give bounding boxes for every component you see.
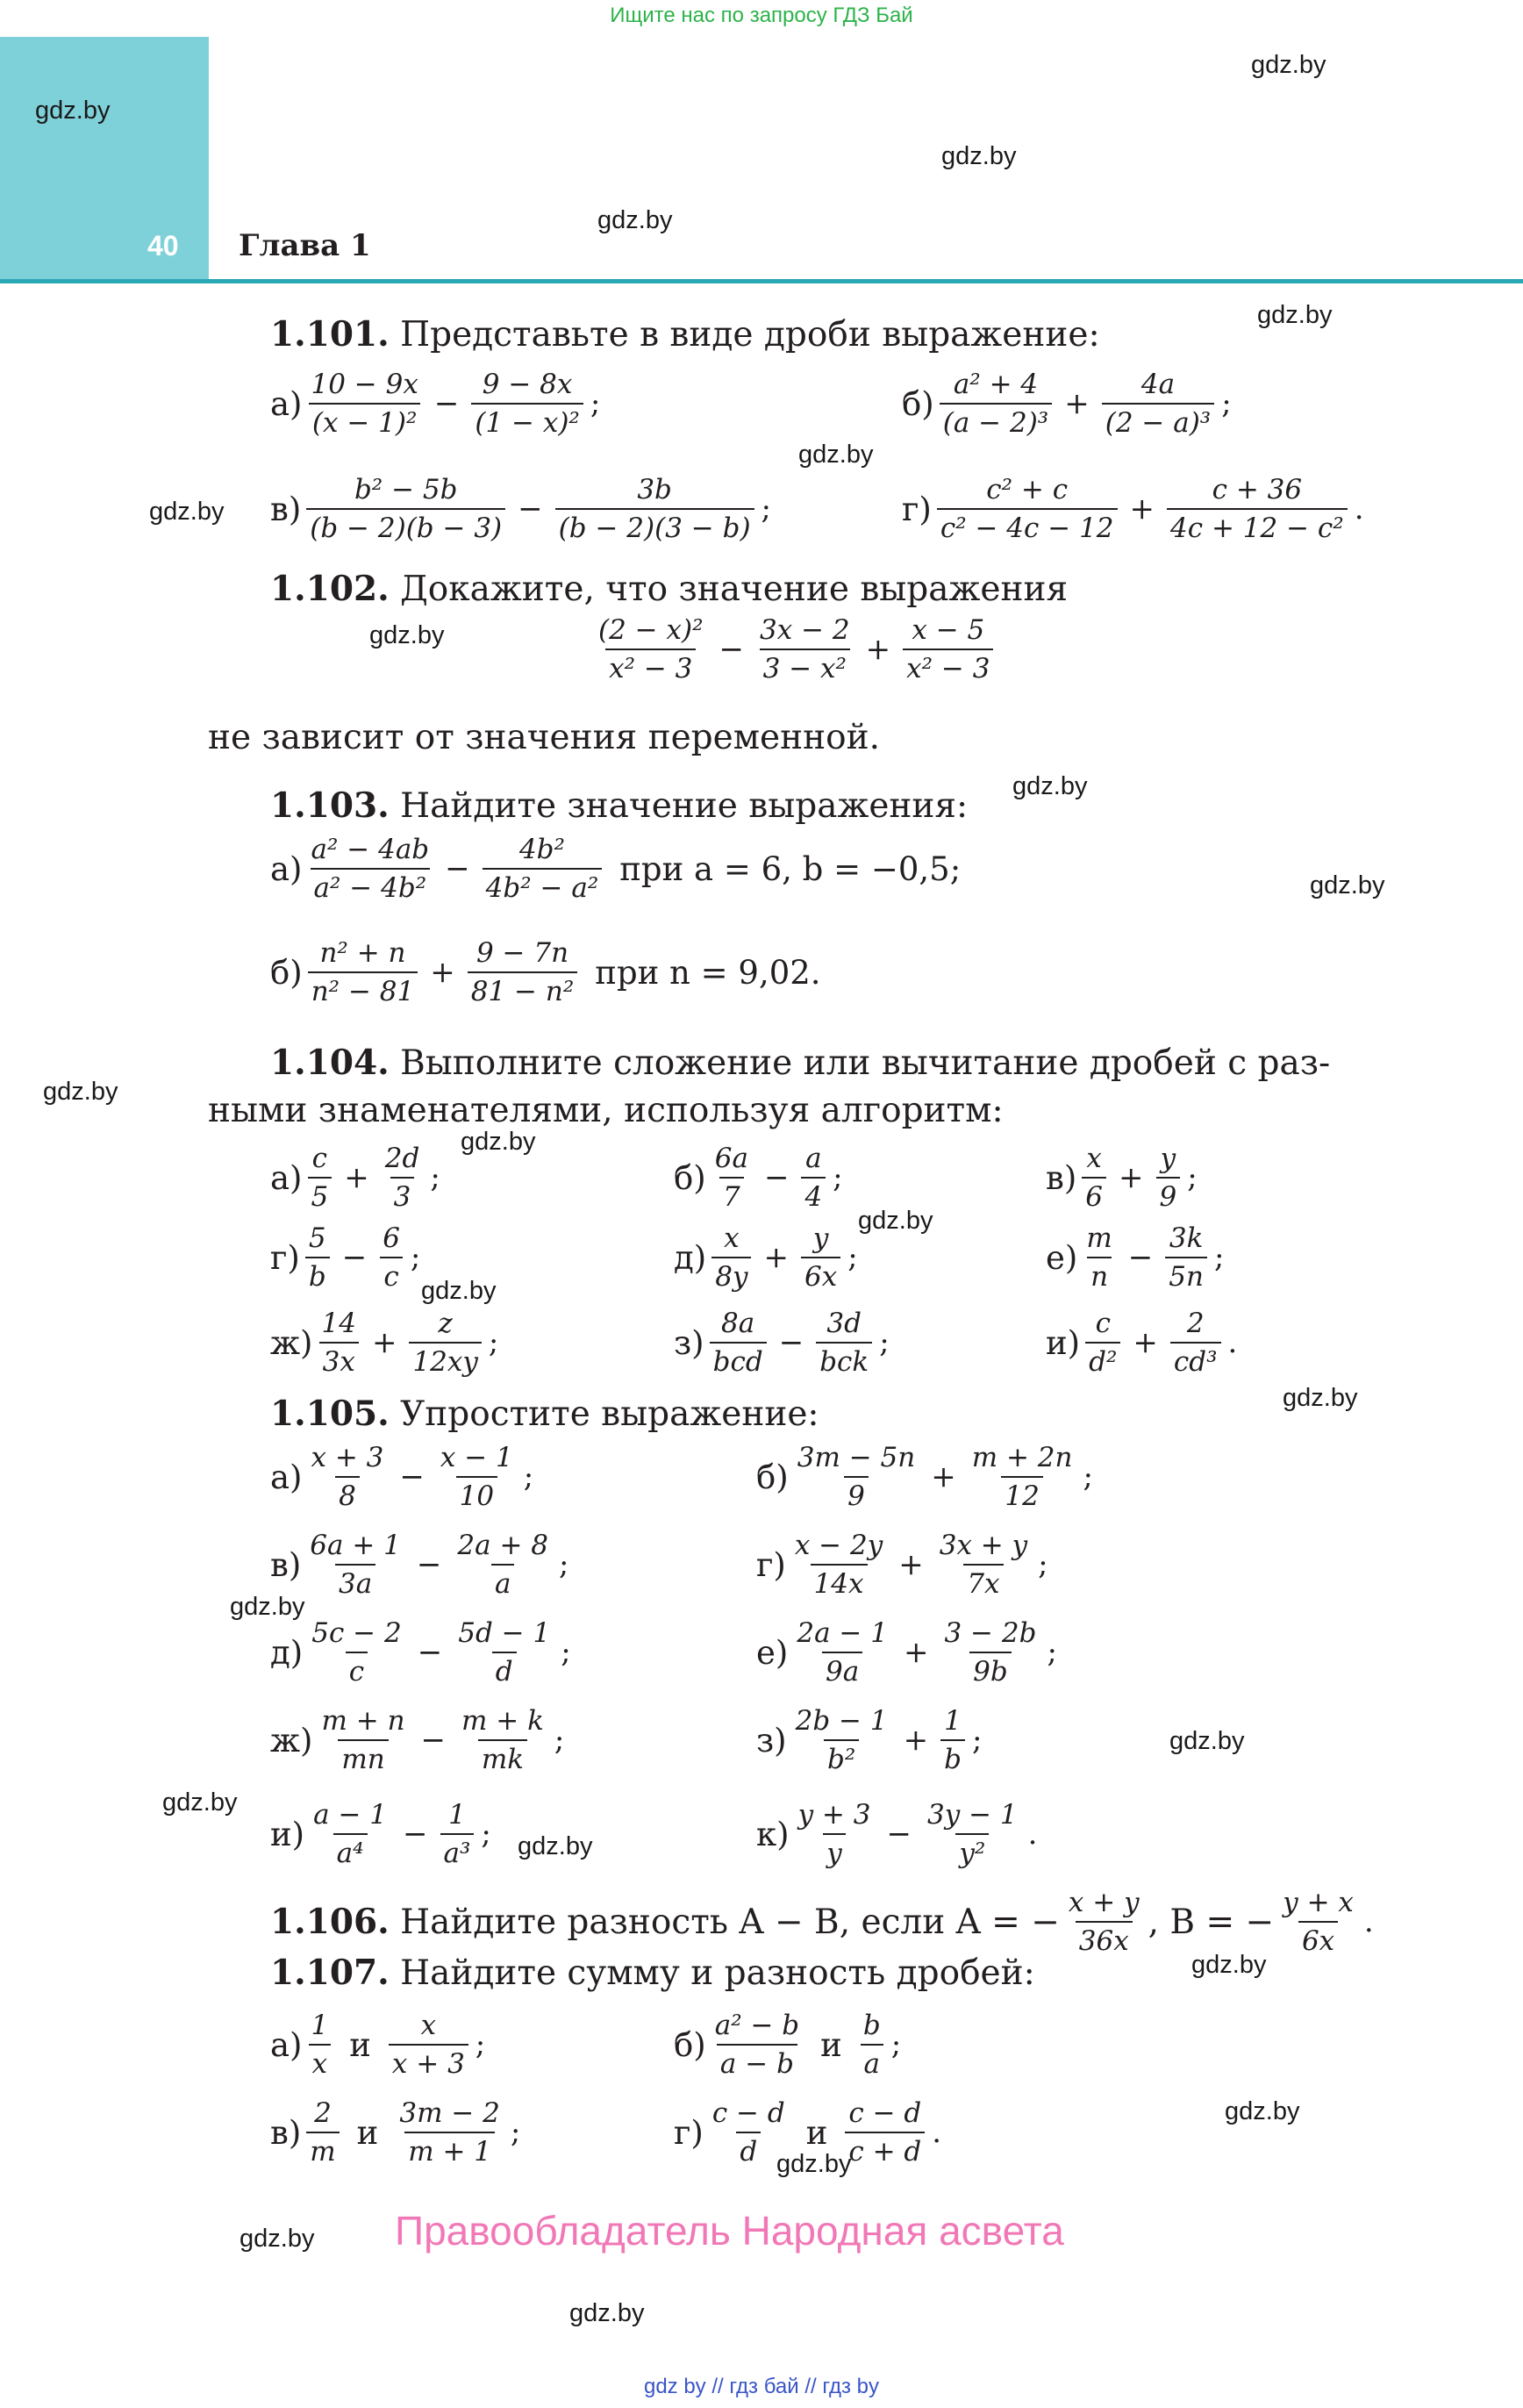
watermark: gdz.by (776, 2150, 852, 2178)
problem-1-103-b: б) $\frac{\text{n² + n}}{\text{n² − 81}}$ + $\frac{9 - 7n}{\text{81 − n²}}$ при n = 9,02. (270, 937, 821, 1007)
problem-1-104-a: а) $\frac{c}{5}$ + $\frac{2d}{3}$ ; (270, 1143, 440, 1213)
copyright-notice: Правообладатель Народная асвета (395, 2208, 1064, 2254)
problem-1-101-b: б) $\frac{\text{a² + 4}}{\text{(a − 2)³}}$ + $\frac{4a}{\text{(2 − a)³}}$ ; (902, 369, 1232, 439)
watermark: gdz.by (369, 621, 445, 649)
problem-1-104-d: д) $\frac{x}{8y}$ + $\frac{y}{6x}$ ; (674, 1222, 858, 1293)
problem-1-101-a: а) $\frac{10 - 9x}{\text{(x − 1)²}}$ − $\frac{9 - 8x}{\text{(1 − x)²}}$ ; (270, 369, 601, 439)
problem-1-107-heading: 1.107. Найдите сумму и разность дробей: (270, 1953, 1035, 1993)
problem-1-104-heading-cont: ными знаменателями, используя алгоритм: (208, 1091, 1004, 1130)
watermark: gdz.by (1257, 301, 1333, 329)
watermark: gdz.by (1225, 2097, 1300, 2125)
watermark: gdz.by (858, 1207, 933, 1235)
problem-1-107-g: г) $\frac{c - d}{d}$ и $\frac{c - d}{c + d}$ . (674, 2097, 942, 2168)
problem-1-105-heading: 1.105. Упростите выражение: (270, 1394, 819, 1434)
problem-1-105-v: в) $\frac{6a + 1}{3a}$ − $\frac{2a + 8}{a}$ ; (270, 1530, 569, 1600)
watermark: gdz.by (597, 206, 673, 234)
problem-1-104-e: е) $\frac{m}{n}$ − $\frac{3k}{5n}$ ; (1046, 1222, 1225, 1293)
watermark: gdz.by (1283, 1384, 1358, 1412)
problem-1-105-g: г) $\frac{x - 2y}{14x}$ + $\frac{3x + y}{7x}$ ; (756, 1530, 1048, 1600)
problem-1-104-g: г) $\frac{5}{b}$ − $\frac{6}{c}$ ; (270, 1222, 421, 1293)
problem-1-104-i: и) $\frac{c}{\text{d²}}$ + $\frac{2}{\text{cd³}}$ . (1046, 1308, 1238, 1378)
problem-1-101-heading: 1.101. Представьте в виде дроби выражение: (270, 314, 1100, 355)
problem-1-105-e: е) $\frac{2a - 1}{9a}$ + $\frac{3 - 2b}{9b}$ ; (756, 1617, 1057, 1688)
problem-1-101-v: в) $\frac{\text{b² − 5b}}{(b - 2)(b - 3)}$ − $\frac{3b}{(b - 2)(3 - b)}$ ; (270, 474, 772, 544)
problem-1-106: 1.106. Найдите разность A − B, если A = − $\frac{x + y}{36x}$ , B = − $\frac{y + x}{6x}$ . (270, 1887, 1374, 1957)
watermark: gdz.by (1169, 1727, 1245, 1755)
watermark: gdz.by (569, 2299, 645, 2327)
watermark: gdz.by (149, 498, 225, 526)
problem-1-101-g: г) $\frac{\text{c² + c}}{\text{c² − 4c − 12}}$ + $\frac{c + 36}{\text{4c + 12 − c²}}$ . (902, 474, 1364, 544)
watermark: gdz.by (941, 142, 1017, 170)
watermark: gdz.by (461, 1128, 536, 1156)
watermark: gdz.by (35, 97, 111, 125)
problem-1-104-zh: ж) $\frac{14}{3x}$ + $\frac{z}{12xy}$ ; (270, 1308, 499, 1378)
problem-1-107-v: в) $\frac{2}{m}$ и $\frac{3m - 2}{m + 1}$ ; (270, 2097, 521, 2168)
problem-1-107-b: б) $\frac{\text{a² − b}}{a - b}$ и $\frac{b}{a}$ ; (674, 2010, 902, 2080)
problem-1-105-i: и) $\frac{a - 1}{\text{a⁴}}$ − $\frac{1}{\text{a³}}$ ; (270, 1799, 491, 1869)
header-rule (0, 279, 1523, 283)
bottom-banner: gdz by // гдз бай // гдз by (643, 2375, 880, 2398)
watermark: gdz.by (1012, 772, 1088, 800)
problem-1-105-b: б) $\frac{3m - 5n}{9}$ + $\frac{m + 2n}{12}$ ; (756, 1442, 1093, 1512)
watermark: gdz.by (1251, 51, 1326, 79)
watermark: gdz.by (798, 441, 874, 469)
problem-1-105-z: з) $\frac{2b - 1}{\text{b²}}$ + $\frac{1}{b}$ ; (756, 1705, 983, 1775)
problem-1-105-zh: ж) $\frac{m + n}{mn}$ − $\frac{m + k}{mk}$ ; (270, 1705, 565, 1775)
problem-1-103-heading: 1.103. Найдите значение выражения: (270, 785, 969, 826)
chapter-title: Глава 1 (239, 228, 371, 263)
problem-1-107-a: а) $\frac{1}{x}$ и $\frac{x}{x + 3}$ ; (270, 2010, 486, 2080)
watermark: gdz.by (240, 2225, 315, 2253)
top-banner: Ищите нас по запросу ГДЗ Бай (610, 4, 913, 27)
watermark: gdz.by (43, 1078, 118, 1106)
problem-1-104-heading: 1.104. Выполните сложение или вычитание дробей с раз- (270, 1043, 1331, 1083)
problem-1-104-z: з) $\frac{8a}{\text{bcd}}$ − $\frac{3d}{\text{bck}}$ ; (674, 1308, 890, 1378)
problem-1-102-expression: $\frac{\text{(2 − x)²}}{\text{x² − 3}}$ − $\frac{3x - 2}{\text{3 − x²}}$ + $\frac{x - 5}{\text{x² − 3}}$ (590, 614, 998, 684)
problem-1-105-a: а) $\frac{x + 3}{8}$ − $\frac{x - 1}{10}$ ; (270, 1442, 534, 1512)
problem-1-102-heading: 1.102. Докажите, что значение выражения (270, 569, 1069, 609)
watermark: gdz.by (1310, 871, 1385, 899)
problem-1-105-k: к) $\frac{y + 3}{y}$ − $\frac{3y - 1}{\text{y²}}$ . (756, 1799, 1038, 1869)
watermark: gdz.by (518, 1832, 593, 1860)
watermark: gdz.by (162, 1788, 238, 1817)
problem-1-102-tail: не зависит от значения переменной. (208, 718, 880, 757)
problem-1-104-v: в) $\frac{x}{6}$ + $\frac{y}{9}$ ; (1046, 1143, 1198, 1213)
watermark: gdz.by (230, 1593, 305, 1621)
problem-1-104-b: б) $\frac{6a}{7}$ − $\frac{a}{4}$ ; (674, 1143, 843, 1213)
problem-1-105-d: д) $\frac{5c - 2}{c}$ − $\frac{5d - 1}{d}$ ; (270, 1617, 571, 1688)
watermark: gdz.by (421, 1277, 497, 1305)
page-number: 40 (147, 230, 179, 262)
watermark: gdz.by (1191, 1951, 1267, 1979)
problem-1-103-a: а) $\frac{\text{a² − 4ab}}{\text{a² − 4b²}}$ − $\frac{\text{4b²}}{\text{4b² − a²}}$ при a = 6, b = −0,5; (270, 834, 962, 904)
